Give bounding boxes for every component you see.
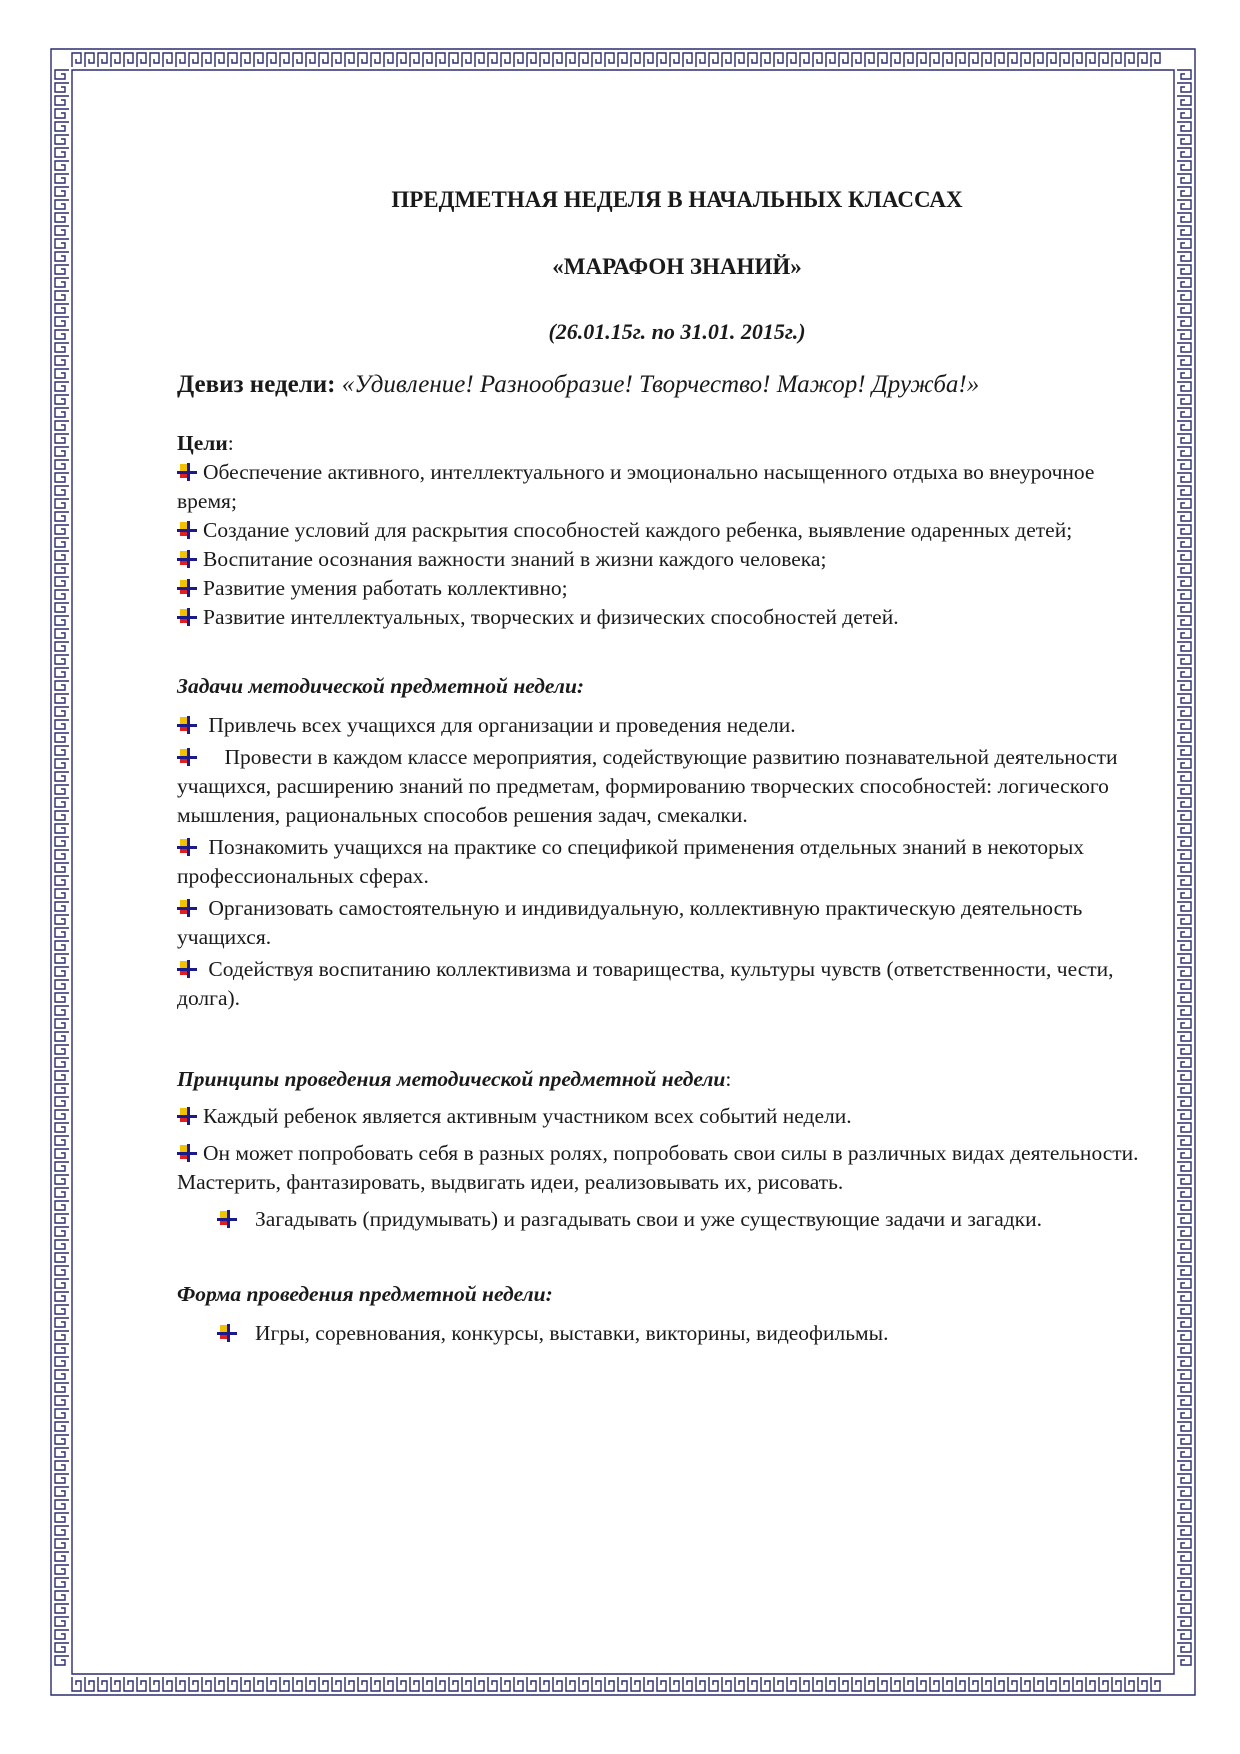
principles-list: [177, 1102, 1157, 1234]
bullet-icon: [177, 748, 199, 766]
list-item: Он может попробовать себя в разных ролях, попробовать свои силы в различных видах деятельности. Мастерить, фантазировать, выдвигать идеи, реализовывать их, рисовать.: [177, 1141, 1139, 1194]
tasks-heading: Задачи методической предметной недели:: [177, 674, 585, 698]
list-item: Воспитание осознания важности знаний в жизни каждого человека;: [177, 545, 1157, 574]
bullet-icon: [177, 521, 199, 539]
event-dates: (26.01.15г. по 31.01. 2015г.): [548, 319, 806, 344]
bullet-icon: [177, 1107, 199, 1125]
bullet-icon: [177, 608, 199, 626]
tasks-list: [177, 711, 1157, 1013]
list-item: Организовать самостоятельную и индивидуальную, коллективную практическую деятельность учащихся.: [177, 896, 1083, 949]
list-item: Создание условий для раскрытия способностей каждого ребенка, выявление одаренных детей;: [177, 516, 1157, 545]
principles-heading: Принципы проведения методической предметной недели:: [177, 1067, 732, 1091]
bullet-icon: [177, 579, 199, 597]
indented-list-item: Загадывать (придумывать) и разгадывать свои и уже существующие задачи и загадки.: [177, 1205, 1157, 1234]
list-item: Каждый ребенок является активным участником всех событий недели.: [177, 1102, 1157, 1131]
document-body: [177, 185, 1157, 1348]
bullet-icon: [177, 716, 199, 734]
bullet-icon: [177, 550, 199, 568]
form-heading: Форма проведения предметной недели:: [177, 1282, 553, 1306]
motto: [177, 370, 1157, 399]
list-item: Развитие умения работать коллективно;: [177, 574, 1157, 603]
bullet-icon: [177, 838, 199, 856]
list-item: Развитие интеллектуальных, творческих и физических способностей детей.: [177, 603, 1157, 632]
bullet-icon: [177, 463, 199, 481]
bullet-icon: [177, 1144, 199, 1162]
goals-list: [177, 458, 1157, 632]
form-item: Игры, соревнования, конкурсы, выставки, викторины, видеофильмы.: [177, 1319, 1157, 1348]
bullet-icon: [177, 899, 199, 917]
list-item: Содействуя воспитанию коллективизма и товарищества, культуры чувств (ответственности, чести, долга).: [177, 957, 1114, 1010]
bullet-icon: [217, 1324, 239, 1342]
list-item: Познакомить учащихся на практике со спецификой применения отдельных знаний в некоторых профессиональных сферах.: [177, 835, 1085, 888]
bullet-icon: [177, 960, 199, 978]
goals-heading: Цели:: [177, 431, 234, 455]
bullet-icon: [217, 1210, 239, 1228]
list-item: Обеспечение активного, интеллектуального и эмоционально насыщенного отдыха во внеурочное время;: [177, 460, 1095, 513]
motto-label: Девиз недели:: [177, 371, 336, 398]
motto-text: «Удивление! Разнообразие! Творчество! Мажор! Дружба!»: [341, 371, 980, 398]
list-item: Привлечь всех учащихся для организации и проведения недели.: [177, 711, 1157, 740]
list-item: Провести в каждом классе мероприятия, содействующие развитию познавательной деятельности учащихся, расширению знаний по предметам, формированию творческих способностей: логического мышления, рациональных способов решения задач, смекалки.: [177, 745, 1118, 827]
page-title: ПРЕДМЕТНАЯ НЕДЕЛЯ В НАЧАЛЬНЫХ КЛАССАХ: [391, 187, 963, 212]
page-subtitle: «МАРАФОН ЗНАНИЙ»: [552, 254, 802, 279]
